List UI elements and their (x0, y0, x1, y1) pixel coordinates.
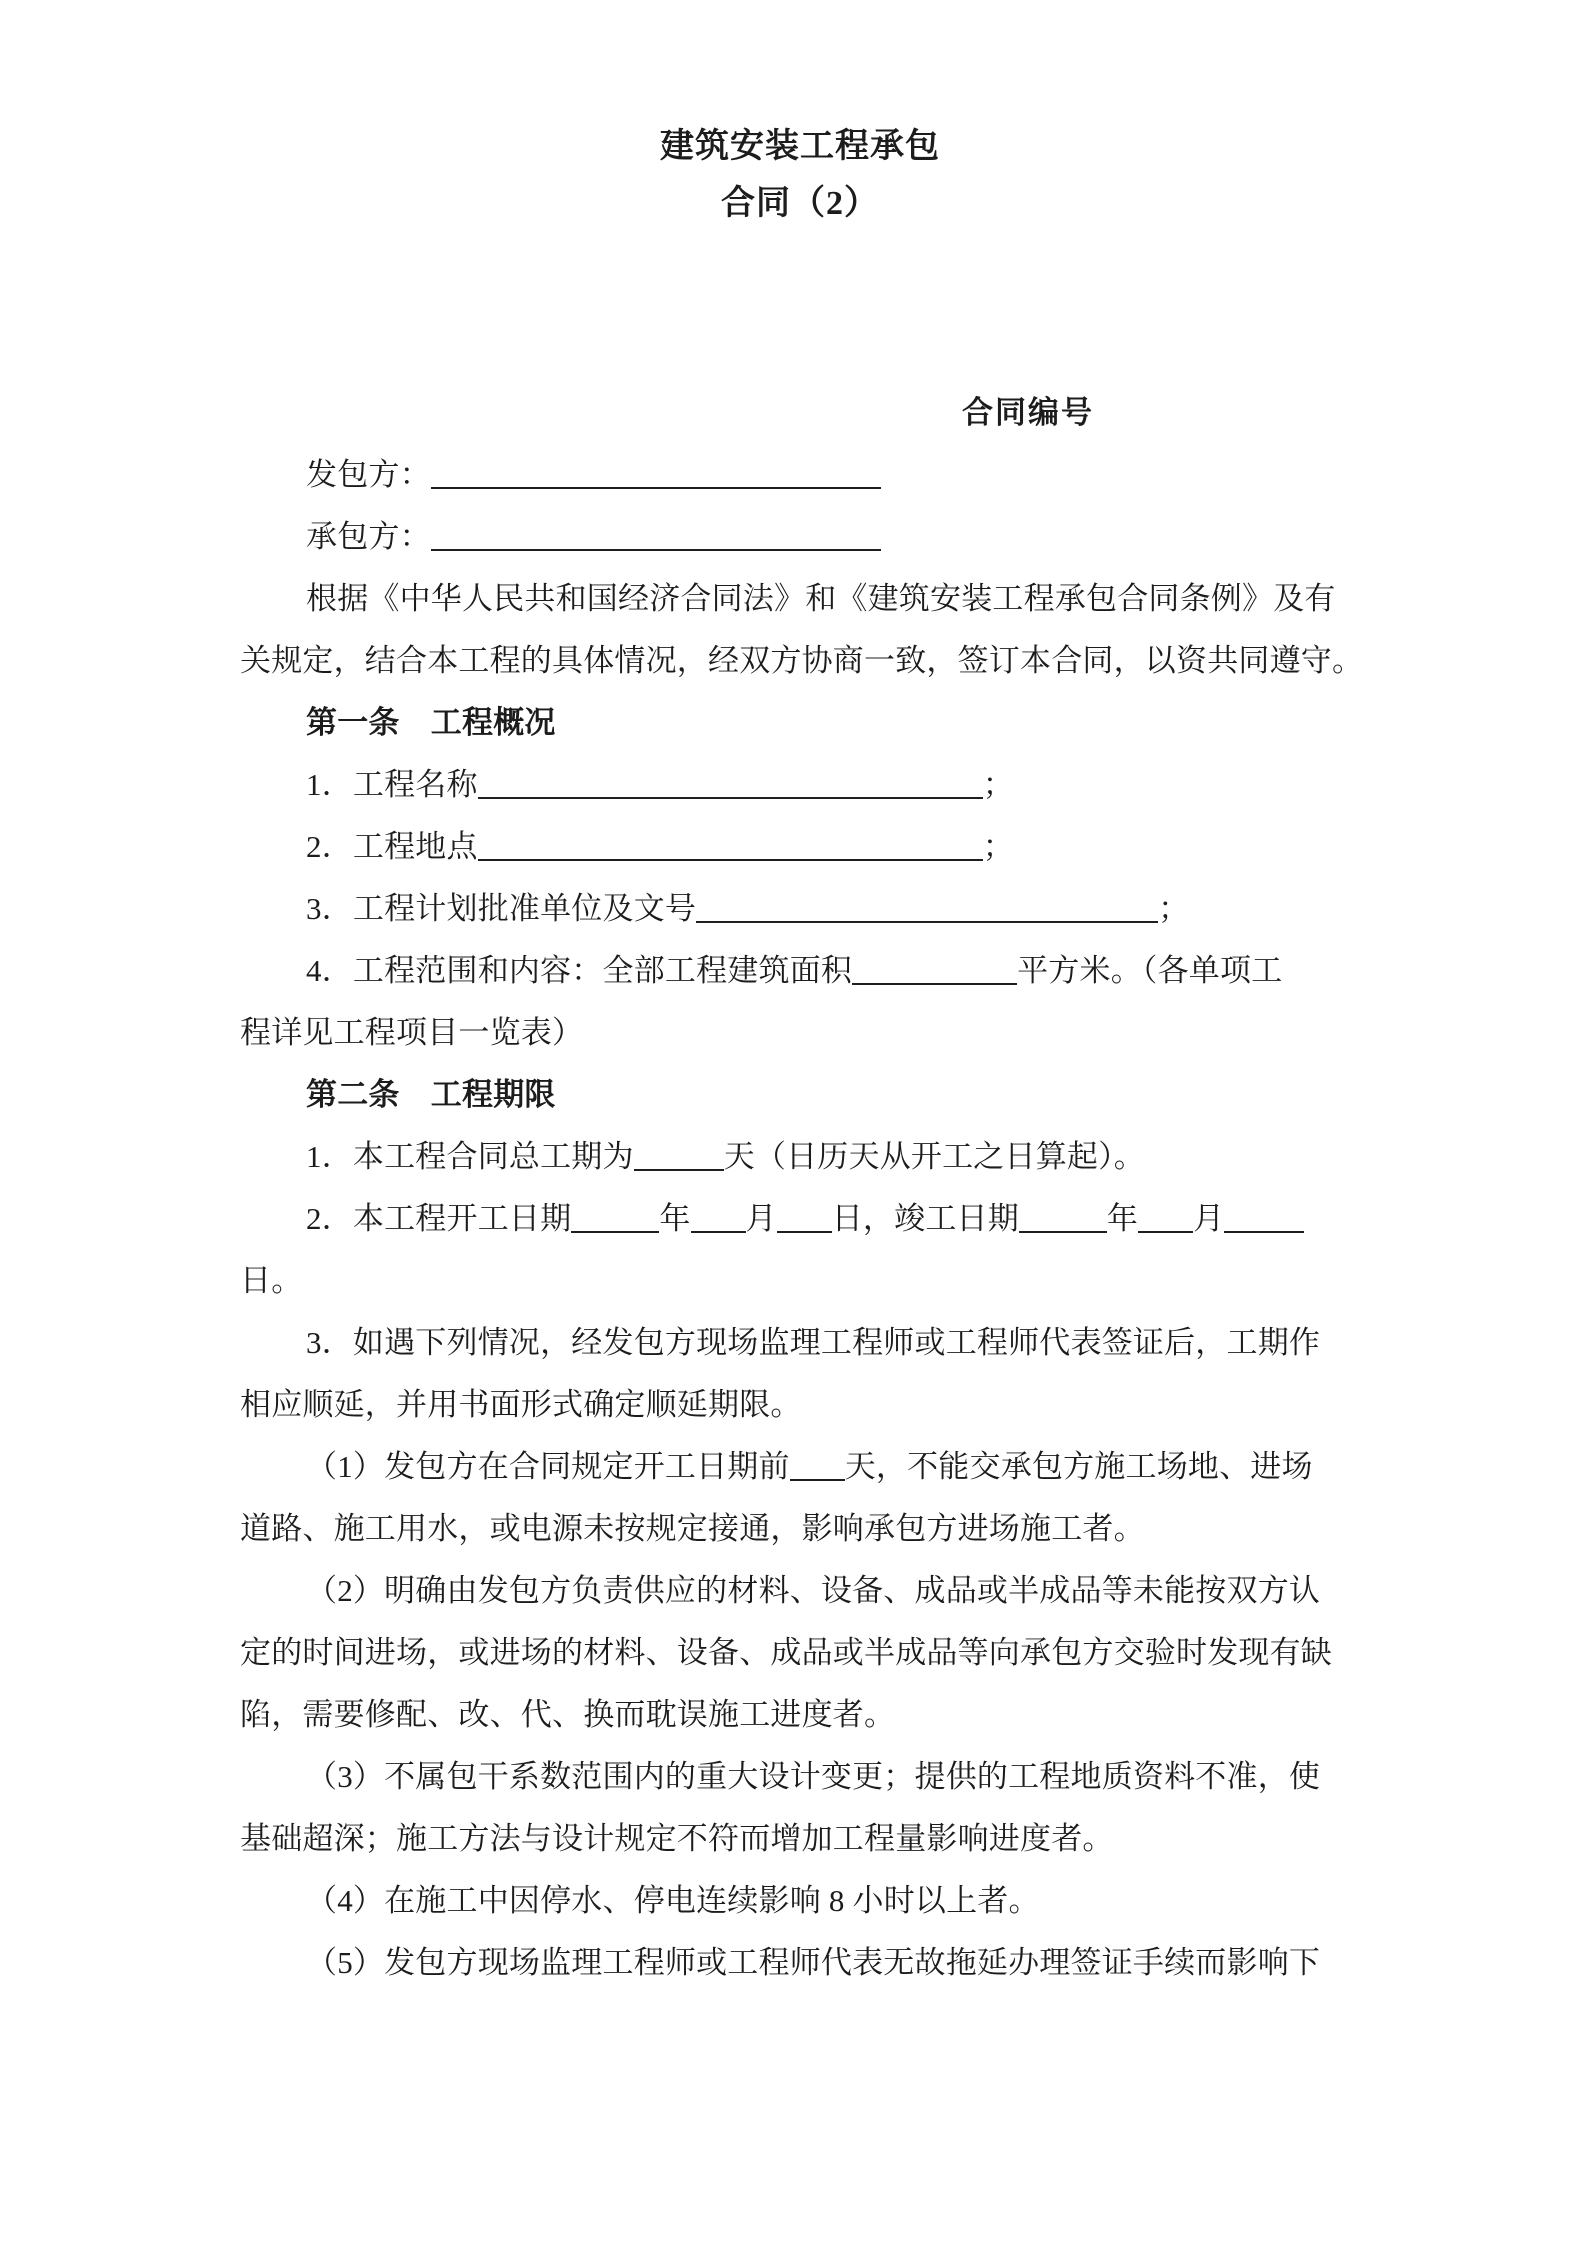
text-run: （3）不属包干系数范围内的重大设计变更；提供的工程地质资料不准，使 (306, 1759, 1321, 1794)
text-run: 月 (745, 1201, 777, 1236)
text-run: 第二条 工程期限 (306, 1077, 556, 1112)
text-line (240, 1436, 1360, 1498)
blank-underline-field (478, 847, 983, 861)
text-run: 第一条 工程概况 (306, 705, 556, 740)
blank-underline-field (696, 909, 1158, 923)
text-line (240, 506, 1360, 568)
text-run: ； (982, 767, 1014, 802)
text-run: 天，不能交承包方施工场地、进场 (844, 1449, 1313, 1484)
text-run: 相应顺延，并用书面形式确定顺延期限。 (240, 1387, 802, 1422)
text-run: 道路、施工用水，或电源未按规定接通，影响承包方进场施工者。 (240, 1511, 1145, 1546)
blank-underline-field (1019, 1219, 1107, 1233)
text-run: 2．工程地点 (306, 829, 478, 864)
text-run: 合同（2） (721, 185, 879, 222)
text-line (240, 1684, 1360, 1746)
blank-underline-field (852, 971, 1017, 985)
blank-underline-field (1138, 1219, 1193, 1233)
blank-underline-field (1224, 1219, 1304, 1233)
text-line (240, 1870, 1360, 1932)
document-title-line (240, 175, 1360, 232)
section-heading (240, 1064, 1360, 1126)
text-run: ； (1158, 891, 1190, 926)
text-line (240, 1188, 1360, 1250)
text-run: 根据《中华人民共和国经济合同法》和《建筑安装工程承包合同条例》及有 (306, 581, 1336, 616)
text-run: 陷，需要修配、改、代、换而耽误施工进度者。 (240, 1697, 896, 1732)
text-line (240, 1560, 1360, 1622)
text-line (240, 1002, 1360, 1064)
text-line (240, 1126, 1360, 1188)
text-run: 2．本工程开工日期 (306, 1201, 572, 1236)
text-line (240, 1312, 1360, 1374)
text-line (240, 816, 1360, 878)
text-run: （4）在施工中因停水、停电连续影响 8 小时以上者。 (306, 1883, 1040, 1918)
text-run: 发包方： (306, 457, 431, 492)
text-line (240, 1808, 1360, 1870)
text-run: 月 (1193, 1201, 1225, 1236)
text-run: 平方米。（各单项工 (1017, 953, 1283, 988)
text-run: 4．工程范围和内容：全部工程建筑面积 (306, 953, 853, 988)
text-run: 基础超深；施工方法与设计规定不符而增加工程量影响进度者。 (240, 1821, 1114, 1856)
spacer (240, 232, 1360, 382)
text-run: （1）发包方在合同规定开工日期前 (306, 1449, 790, 1484)
text-run: 关规定，结合本工程的具体情况，经双方协商一致，签订本合同，以资共同遵守。 (240, 643, 1364, 678)
text-line (240, 1746, 1360, 1808)
blank-underline-field (571, 1219, 659, 1233)
text-line (240, 878, 1360, 940)
text-run: 年 (659, 1201, 691, 1236)
text-line (240, 444, 1360, 506)
blank-underline-field (777, 1219, 832, 1233)
text-run: 合同编号 (962, 395, 1094, 430)
text-run: ； (982, 829, 1014, 864)
text-line (240, 1374, 1360, 1436)
blank-underline-field (691, 1219, 746, 1233)
text-run: 承包方： (306, 519, 431, 554)
blank-underline-field (431, 475, 881, 489)
contract-number-label (240, 382, 1360, 444)
text-run: 建筑安装工程承包 (660, 128, 940, 165)
text-line (240, 1498, 1360, 1560)
text-run: 1．本工程合同总工期为 (306, 1139, 634, 1174)
blank-underline-field (431, 537, 881, 551)
text-line (240, 940, 1360, 1002)
text-line (240, 568, 1360, 630)
document-title-line (240, 118, 1360, 175)
blank-underline-field (634, 1157, 724, 1171)
text-run: 天（日历天从开工之日算起）。 (723, 1139, 1146, 1174)
text-run: 程详见工程项目一览表） (240, 1015, 584, 1050)
text-run: 日，竣工日期 (831, 1201, 1019, 1236)
text-line (240, 1622, 1360, 1684)
text-line (240, 754, 1360, 816)
text-run: （2）明确由发包方负责供应的材料、设备、成品或半成品等未能按双方认 (306, 1573, 1321, 1608)
section-heading (240, 692, 1360, 754)
text-run: 年 (1106, 1201, 1139, 1236)
blank-underline-field (790, 1467, 845, 1481)
text-run: 定的时间进场，或进场的材料、设备、成品或半成品等向承包方交验时发现有缺 (240, 1635, 1332, 1670)
text-run: 1．工程名称 (306, 767, 478, 802)
text-run: （5）发包方现场监理工程师或工程师代表无故拖延办理签证手续而影响下 (306, 1945, 1321, 1980)
text-line (240, 630, 1364, 692)
text-run: 日。 (240, 1263, 303, 1298)
text-run: 3．如遇下列情况，经发包方现场监理工程师或工程师代表签证后，工期作 (306, 1325, 1321, 1360)
text-run: 3．工程计划批准单位及文号 (306, 891, 697, 926)
text-line (240, 1250, 1360, 1312)
text-line (240, 1932, 1360, 1994)
blank-underline-field (478, 785, 983, 799)
